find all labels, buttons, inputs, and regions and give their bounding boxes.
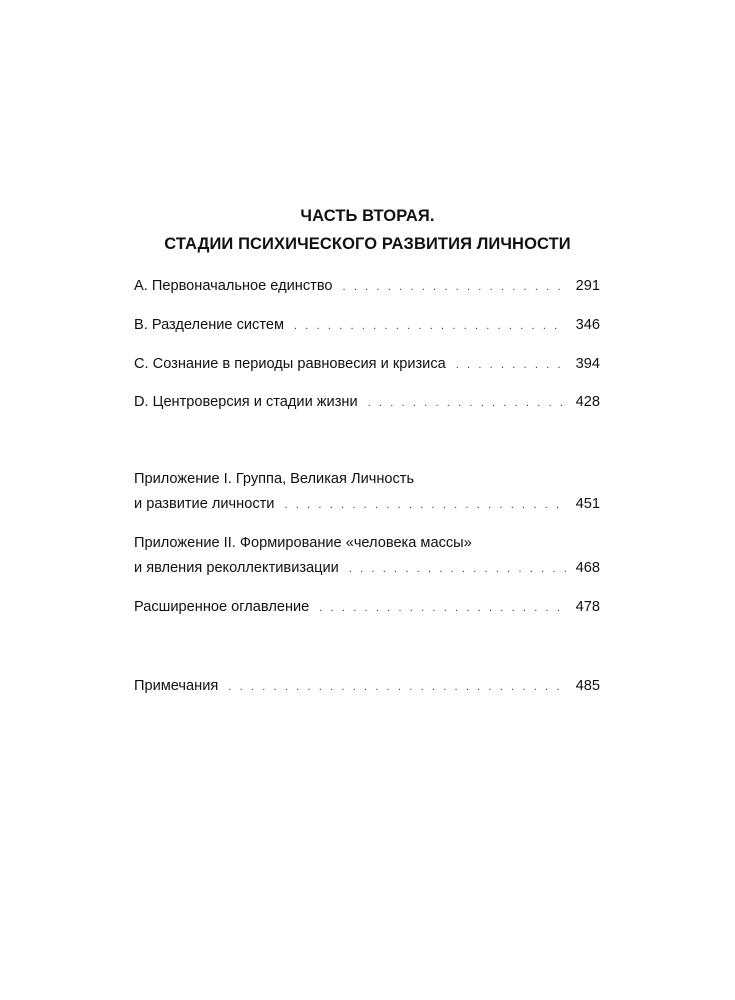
- toc-entry-page: 468: [575, 560, 600, 576]
- toc-entry-notes[interactable]: [134, 676, 600, 697]
- dot-leader: [456, 355, 566, 375]
- toc-entry-extended-contents[interactable]: [134, 597, 600, 618]
- toc-entry-title: Примечания: [134, 678, 219, 694]
- toc-entry-title: B. Разделение систем: [134, 317, 284, 333]
- toc-entry-a[interactable]: [134, 276, 600, 297]
- part-heading-line1: ЧАСТЬ ВТОРАЯ.: [300, 207, 435, 225]
- toc-entry-c[interactable]: [134, 354, 600, 375]
- dot-leader: [228, 677, 565, 697]
- toc-entry-appendix-2[interactable]: [134, 533, 600, 579]
- toc-entry-title-line2: и явления реколлективизации: [134, 560, 339, 576]
- toc-entry-page: 428: [575, 394, 600, 410]
- toc-entry-title: D. Центроверсия и стадии жизни: [134, 394, 358, 410]
- toc-entry-page: 291: [575, 278, 600, 294]
- toc-entry-d[interactable]: [134, 392, 600, 413]
- toc-entry-title: C. Сознание в периоды равновесия и кризиса: [134, 356, 446, 372]
- toc-entry-page: 478: [575, 599, 600, 615]
- dot-leader: [294, 316, 566, 336]
- toc-entry-page: 394: [575, 356, 600, 372]
- dot-leader: [343, 277, 566, 297]
- dot-leader: [284, 495, 565, 515]
- toc-entry-page: 485: [575, 678, 600, 694]
- toc-entry-page: 451: [575, 496, 600, 512]
- toc-entry-title-line1: Приложение II. Формирование «человека массы»: [134, 535, 472, 551]
- toc-entry-title: A. Первоначальное единство: [134, 278, 333, 294]
- part-heading-line2: СТАДИИ ПСИХИЧЕСКОГО РАЗВИТИЯ ЛИЧНОСТИ: [164, 235, 571, 253]
- dot-leader: [349, 559, 566, 579]
- toc-entry-appendix-1[interactable]: [134, 469, 600, 515]
- dot-leader: [368, 393, 566, 413]
- toc-entry-title: Расширенное оглавление: [134, 599, 310, 615]
- toc-entry-page: 346: [575, 317, 600, 333]
- toc-entry-title-line2: и развитие личности: [134, 496, 275, 512]
- toc-entry-title-line1: Приложение I. Группа, Великая Личность: [134, 471, 415, 487]
- dot-leader: [319, 598, 565, 618]
- toc-entry-b[interactable]: [134, 315, 600, 336]
- part-heading: [0, 205, 735, 255]
